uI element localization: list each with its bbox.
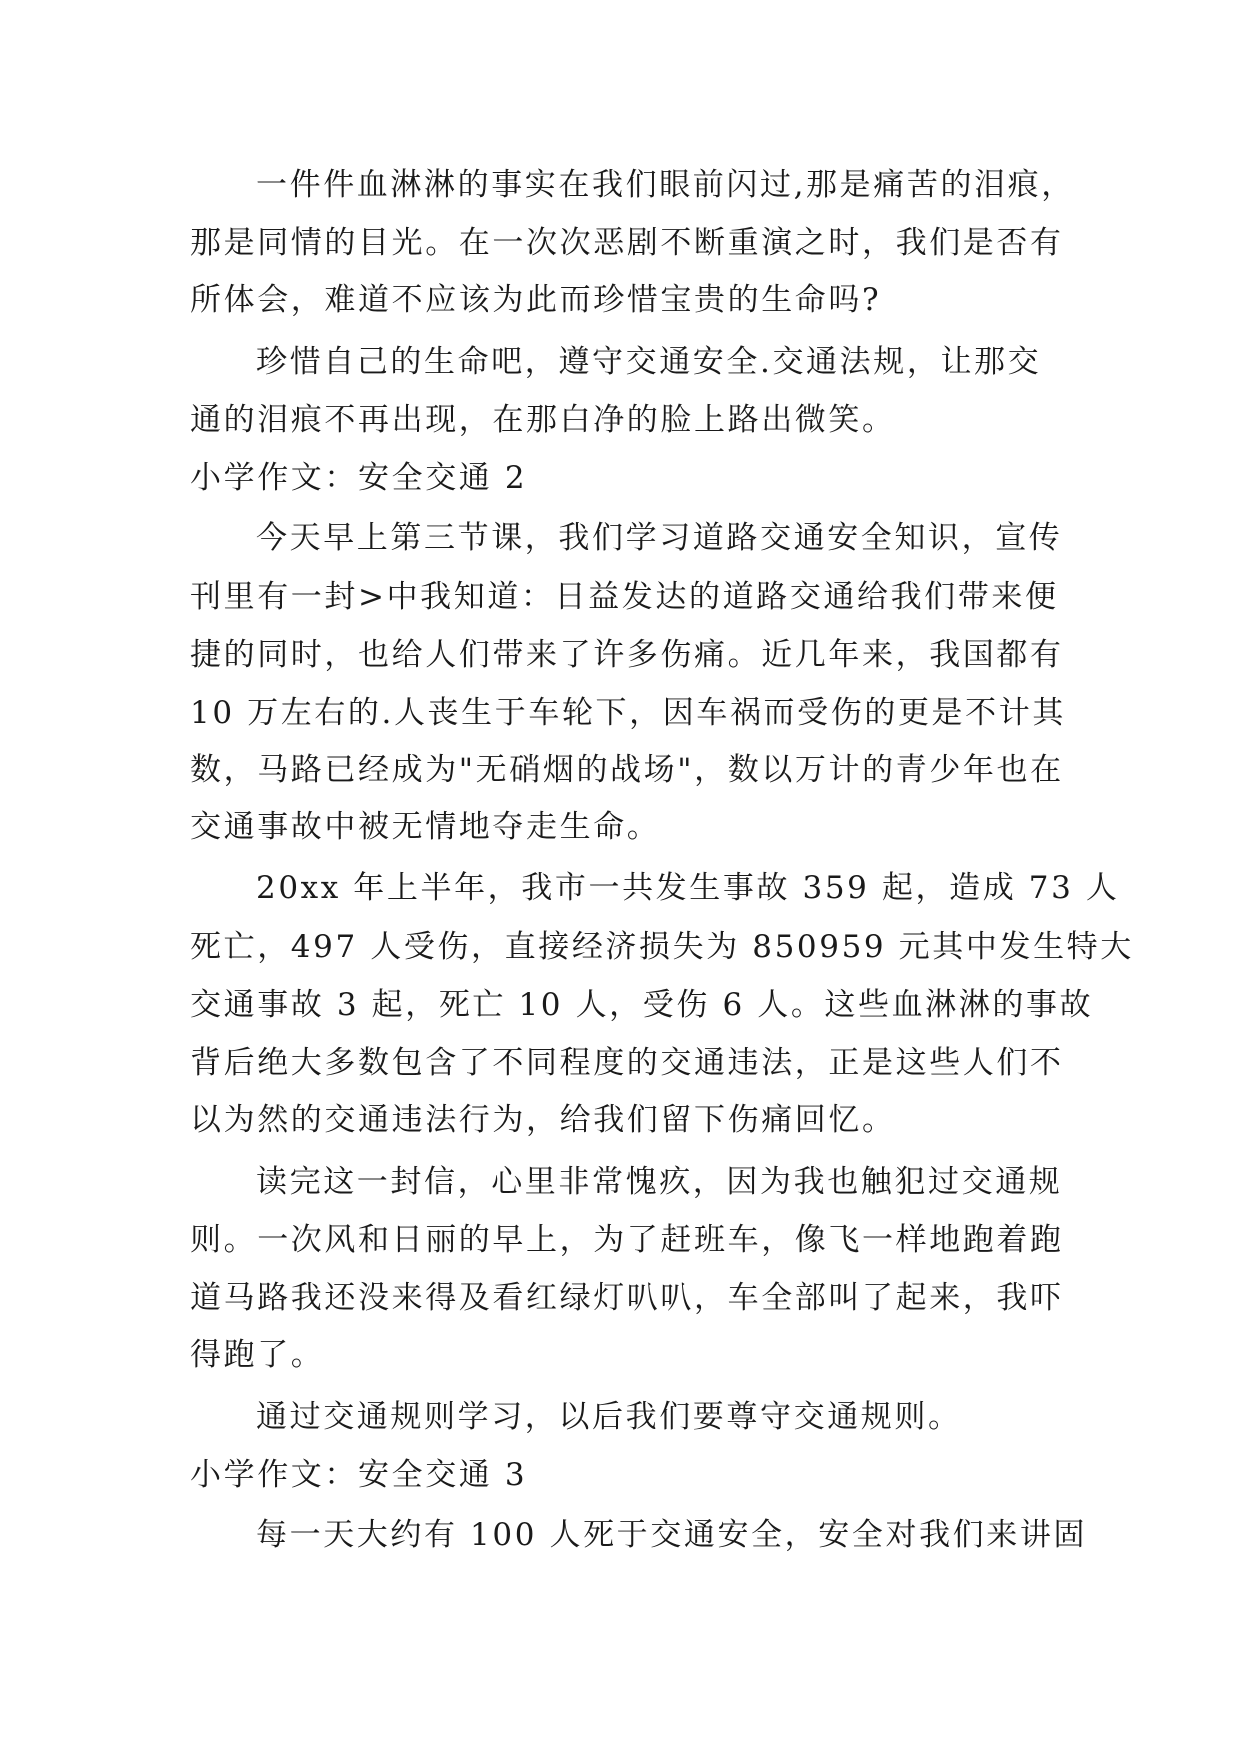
paragraph-line: 今天早上第三节课，我们学习道路交通安全知识，宣传 — [256, 520, 1063, 556]
paragraph-line: 20xx 年上半年，我市一共发生事故 359 起，造成 73 人 — [256, 870, 1120, 906]
section-heading: 小学作文：安全交通 3 — [190, 1457, 528, 1493]
paragraph-line: 通过交通规则学习，以后我们要尊守交通规则。 — [256, 1399, 962, 1435]
paragraph-line: 交通事故 3 起，死亡 10 人，受伤 6 人。这些血淋淋的事故 — [190, 987, 1094, 1023]
paragraph-line: 珍惜自己的生命吧，遵守交通安全.交通法规，让那交 — [256, 344, 1042, 380]
paragraph-line: 数，马路已经成为"无硝烟的战场"，数以万计的青少年也在 — [190, 752, 1064, 788]
paragraph-line: 道马路我还没来得及看红绿灯叭叭，车全部叫了起来，我吓 — [190, 1280, 1064, 1316]
paragraph-line: 那是同情的目光。在一次次恶剧不断重演之时，我们是否有 — [190, 225, 1064, 261]
paragraph-line: 背后绝大多数包含了不同程度的交通违法，正是这些人们不 — [190, 1045, 1064, 1081]
paragraph-line: 10 万左右的.人丧生于车轮下，因车祸而受伤的更是不计其 — [190, 695, 1066, 731]
paragraph-line: 每一天大约有 100 人死于交通安全，安全对我们来讲固 — [256, 1517, 1088, 1553]
paragraph-line: 得跑了。 — [190, 1337, 325, 1373]
section-heading: 小学作文：安全交通 2 — [190, 460, 528, 496]
paragraph-line: 以为然的交通违法行为，给我们留下伤痛回忆。 — [190, 1102, 896, 1138]
paragraph-line: 通的泪痕不再出现，在那白净的脸上路出微笑。 — [190, 402, 896, 438]
paragraph-line: 刊里有一封>中我知道：日益发达的道路交通给我们带来便 — [190, 579, 1059, 615]
paragraph-line: 捷的同时，也给人们带来了许多伤痛。近几年来，我国都有 — [190, 637, 1064, 673]
paragraph-line: 一件件血淋淋的事实在我们眼前闪过,那是痛苦的泪痕， — [256, 167, 1075, 203]
paragraph-line: 所体会，难道不应该为此而珍惜宝贵的生命吗? — [190, 282, 882, 318]
paragraph-line: 读完这一封信，心里非常愧疚，因为我也触犯过交通规 — [256, 1164, 1063, 1200]
paragraph-line: 交通事故中被无情地夺走生命。 — [190, 809, 661, 845]
paragraph-line: 死亡，497 人受伤，直接经济损失为 850959 元其中发生特大 — [190, 929, 1134, 965]
paragraph-line: 则。一次风和日丽的早上，为了赶班车，像飞一样地跑着跑 — [190, 1222, 1064, 1258]
